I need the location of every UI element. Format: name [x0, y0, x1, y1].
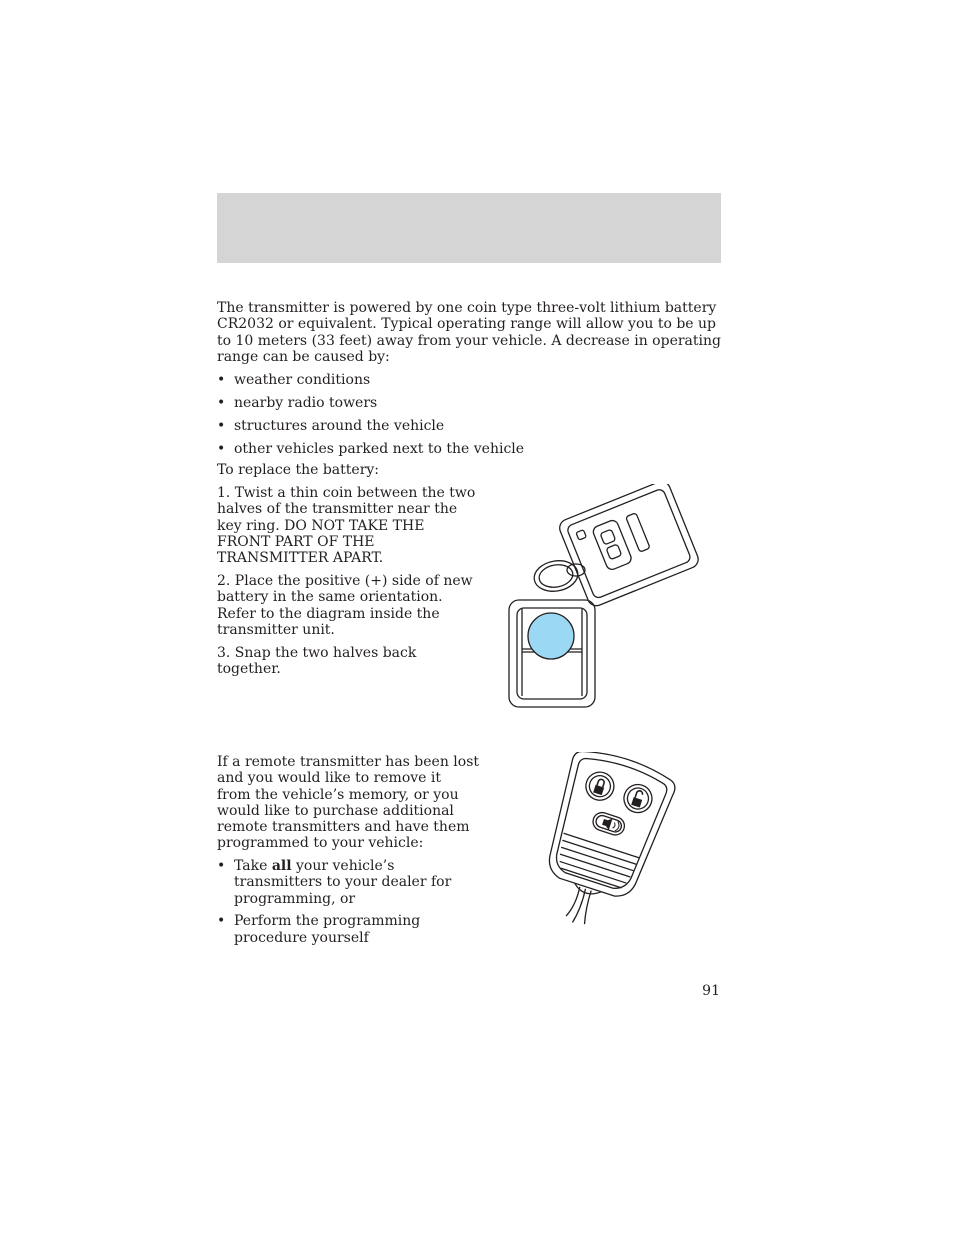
- lock-icon: [582, 769, 617, 804]
- list-item: • weather conditions: [217, 372, 371, 388]
- replace-battery-heading: To replace the battery:: [217, 462, 380, 478]
- list-item: • other vehicles parked next to the vehicle: [217, 440, 525, 457]
- programming-options-list: [217, 858, 479, 953]
- list-item: • structures around the vehicle: [217, 417, 445, 434]
- step-3: 3. Snap the two halves back together.: [217, 644, 417, 678]
- intro-paragraph: The transmitter is powered by one coin type three-volt lithium battery CR2032 or equivalent. Typical operating range will allow you to be up to 10 meters (33 feet) away from your vehicle. A decrease in operating range can be caused by:: [217, 300, 721, 365]
- list-item: • nearby radio towers: [217, 394, 378, 411]
- lost-transmitter-paragraph: If a remote transmitter has been lost and you would like to remove it from the vehicle’s memory, or you would like to purchase additional remote transmitters and have them programmed to your vehicle:: [217, 754, 480, 852]
- page-number: 91: [702, 983, 720, 999]
- step-1: 1. Twist a thin coin between the two halves of the transmitter near the key ring. DO NOT TAKE THE FRONT PART OF THE TRANSMITTER APART.: [217, 485, 476, 567]
- emphasis-all: all: [271, 858, 292, 874]
- list-item: • Perform the programming procedure yourself: [217, 913, 421, 946]
- battery-transmitter-illustration: [500, 484, 700, 712]
- battery-steps: [217, 485, 479, 684]
- section-header-band: [217, 193, 721, 263]
- step-2: 2. Place the positive (+) side of new battery in the same orientation. Refer to the diagram inside the transmitter unit.: [217, 573, 473, 638]
- list-item: • Take all your vehicle’s transmitters to your dealer for programming, or: [217, 858, 452, 907]
- panic-icon: [591, 810, 627, 837]
- unlock-icon: [620, 781, 655, 816]
- range-factors-list: [217, 372, 727, 464]
- remote-transmitter-illustration: [530, 752, 680, 927]
